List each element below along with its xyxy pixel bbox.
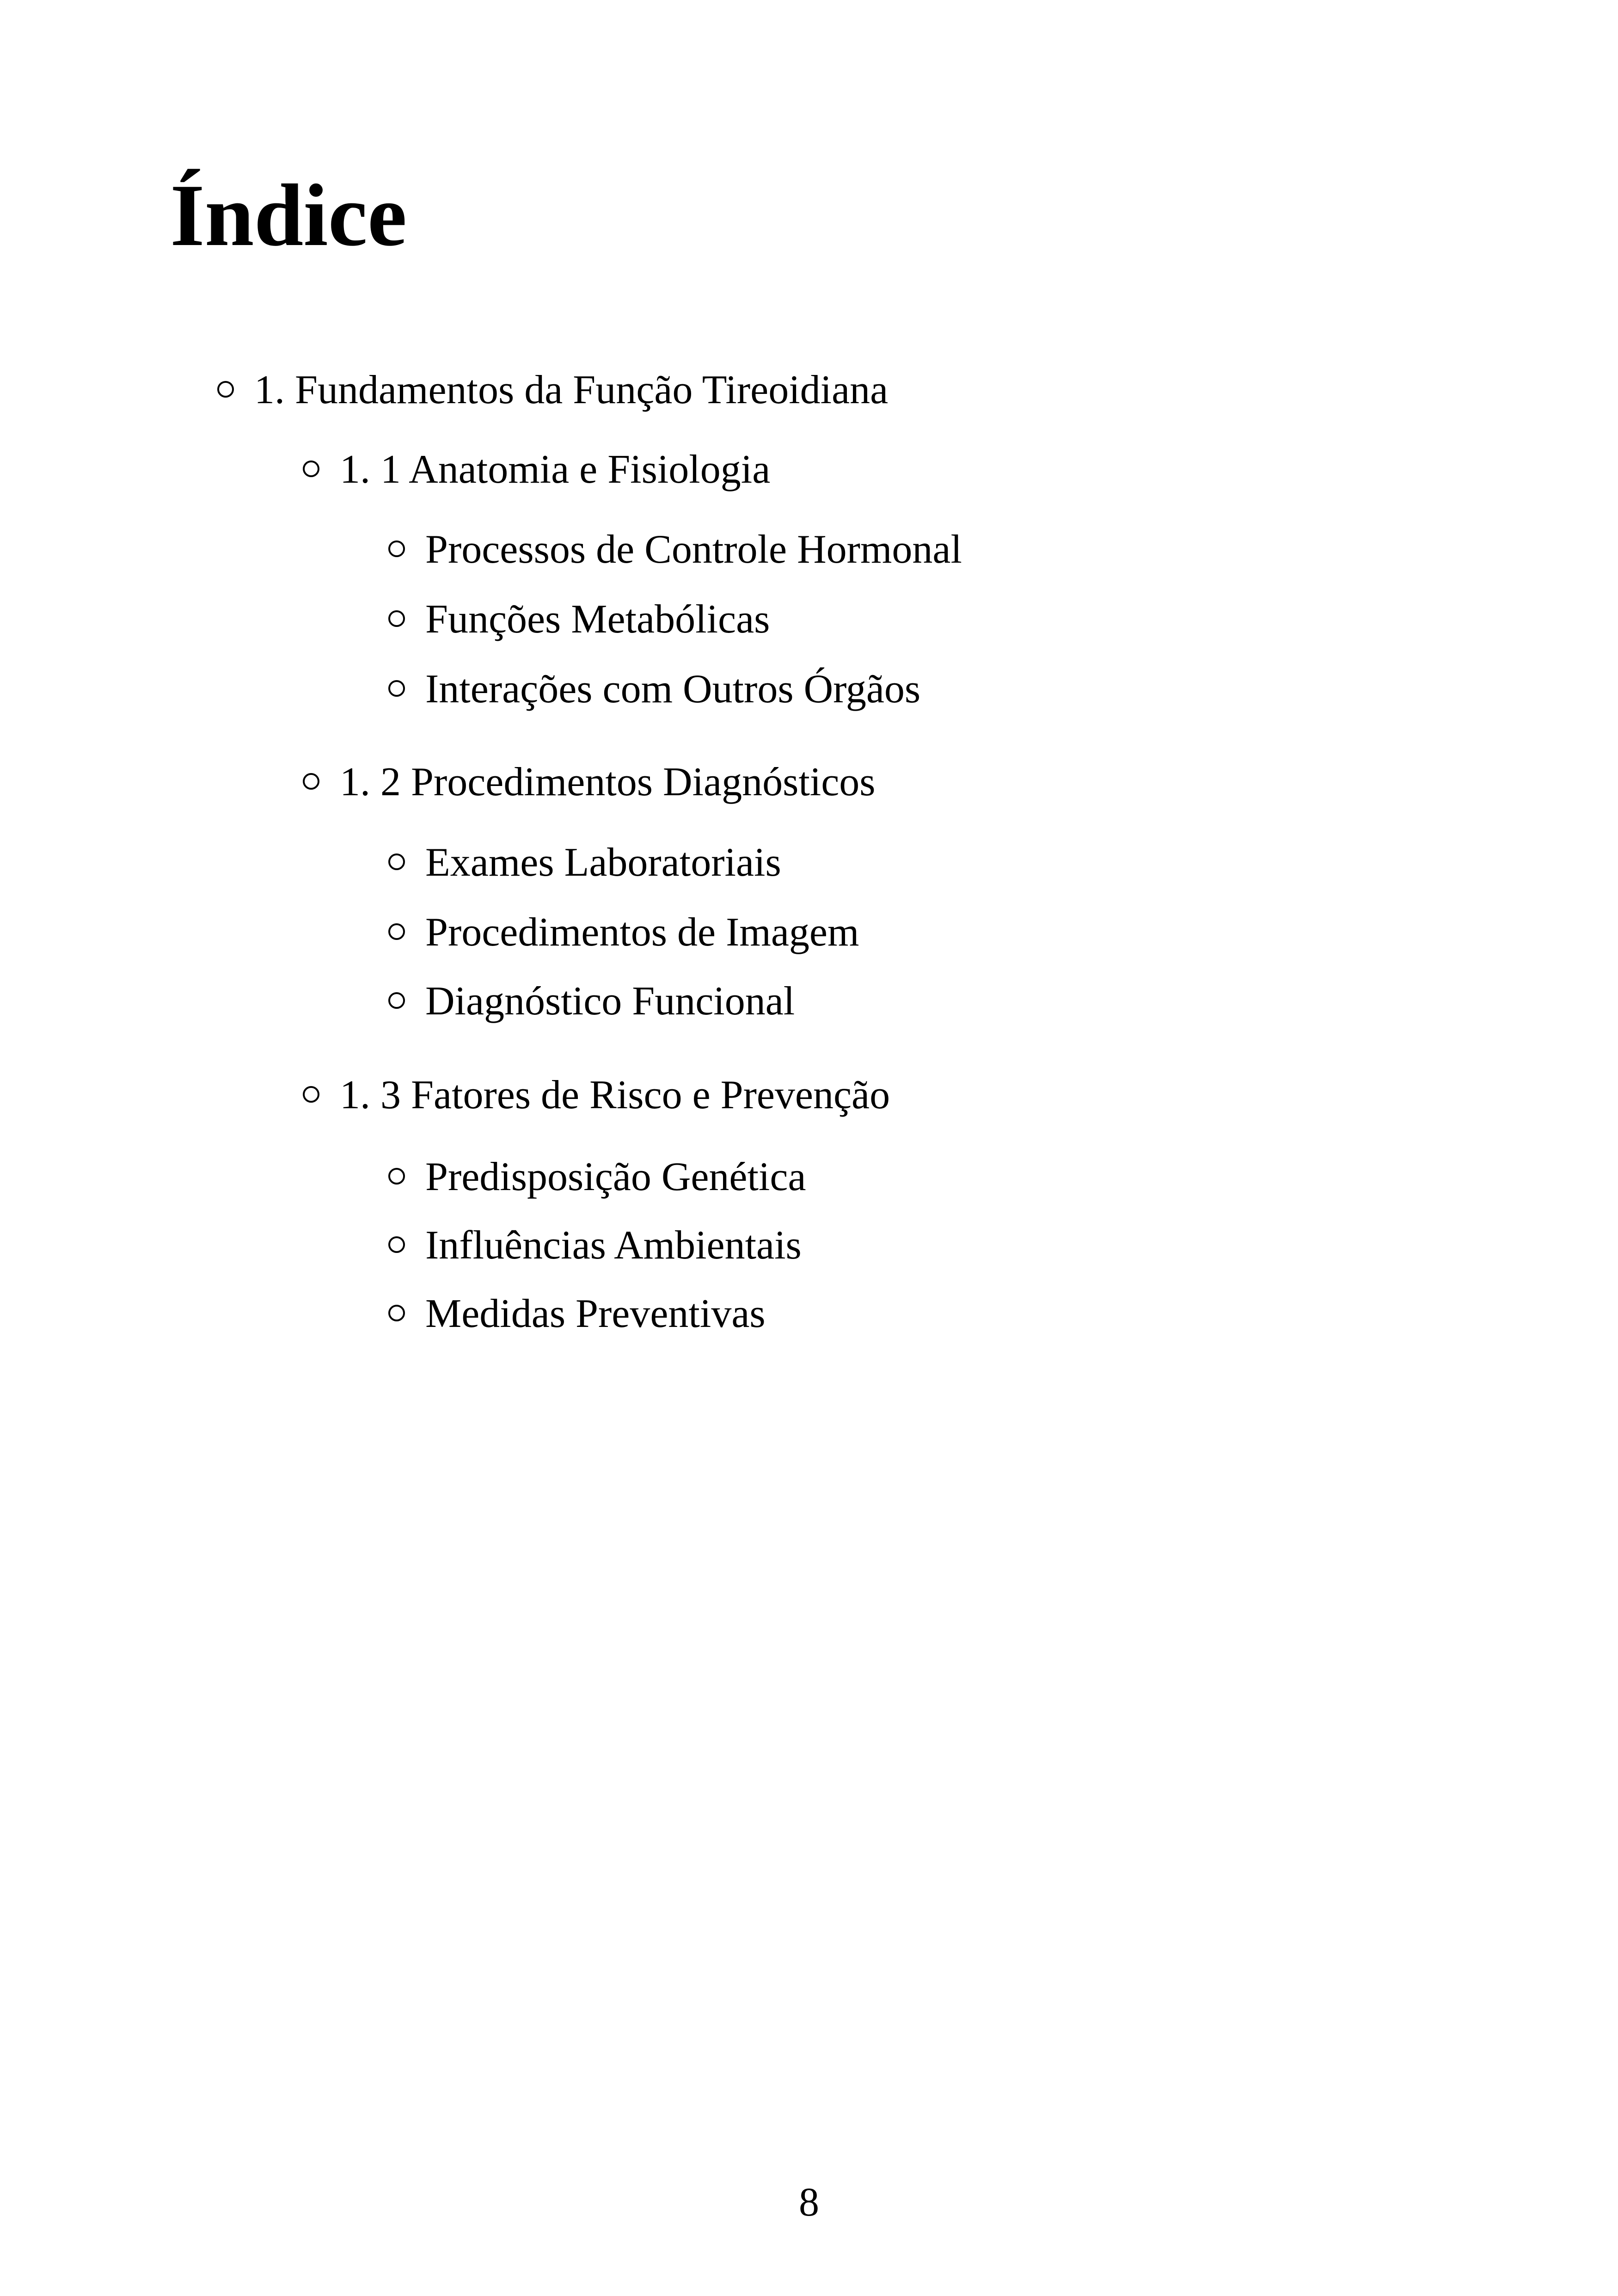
circle-bullet-icon xyxy=(388,610,405,627)
toc-subsection-label: Interações com Outros Órgãos xyxy=(425,667,921,712)
toc-section-1-3[interactable] xyxy=(303,1075,890,1116)
circle-bullet-icon xyxy=(388,680,405,697)
circle-bullet-icon xyxy=(303,1086,319,1103)
toc-subsection[interactable] xyxy=(388,1154,806,1199)
toc-section-label: 1. 2 Procedimentos Diagnósticos xyxy=(340,760,876,804)
circle-bullet-icon xyxy=(388,992,405,1009)
toc-section-1-1[interactable] xyxy=(303,449,770,490)
toc-subsection[interactable] xyxy=(388,1225,802,1266)
circle-bullet-icon xyxy=(303,460,319,477)
toc-subsection-label: Procedimentos de Imagem xyxy=(425,910,859,955)
toc-section-label: 1. 1 Anatomia e Fisiologia xyxy=(340,447,771,492)
toc-subsection[interactable] xyxy=(388,981,795,1022)
toc-subsection[interactable] xyxy=(388,842,781,883)
circle-bullet-icon xyxy=(388,923,405,940)
toc-subsection[interactable] xyxy=(388,599,770,640)
toc-section-label: 1. 3 Fatores de Risco e Prevenção xyxy=(340,1073,890,1117)
toc-subsection-label: Diagnóstico Funcional xyxy=(425,979,795,1024)
toc-subsection-label: Predisposição Genética xyxy=(425,1154,806,1199)
circle-bullet-icon xyxy=(388,540,405,557)
toc-subsection[interactable] xyxy=(388,669,920,710)
toc-subsection-label: Exames Laboratoriais xyxy=(425,840,781,885)
toc-subsection[interactable] xyxy=(388,529,962,570)
circle-bullet-icon xyxy=(303,773,319,790)
circle-bullet-icon xyxy=(388,1168,405,1185)
circle-bullet-icon xyxy=(388,853,405,870)
circle-bullet-icon xyxy=(388,1305,405,1321)
toc-subsection-label: Influências Ambientais xyxy=(425,1223,802,1268)
toc-subsection[interactable] xyxy=(388,1291,766,1336)
page-title: Índice xyxy=(170,166,407,264)
toc-subsection[interactable] xyxy=(388,912,859,953)
circle-bullet-icon xyxy=(388,1236,405,1253)
page-number: 8 xyxy=(799,2180,819,2225)
toc-subsection-label: Medidas Preventivas xyxy=(425,1291,766,1336)
toc-subsection-label: Funções Metabólicas xyxy=(425,597,770,642)
toc-chapter-1[interactable] xyxy=(217,370,888,411)
toc-subsection-label: Processos de Controle Hormonal xyxy=(425,527,962,572)
toc-chapter-label: 1. Fundamentos da Função Tireoidiana xyxy=(254,368,889,412)
circle-bullet-icon xyxy=(217,381,234,398)
toc-section-1-2[interactable] xyxy=(303,762,876,803)
